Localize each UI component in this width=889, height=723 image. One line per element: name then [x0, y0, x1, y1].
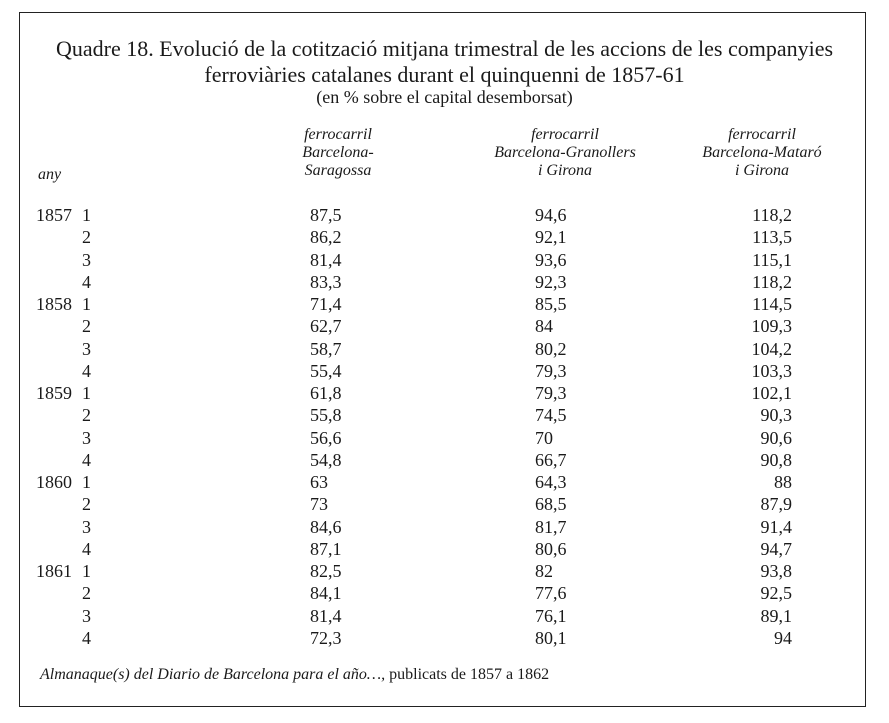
table-row [0, 404, 889, 426]
value-cell-granollers: 64,3 [535, 472, 567, 492]
quarter-cell: 1 [82, 294, 91, 314]
value-cell-mataro: 90,3 [760, 405, 792, 426]
value-cell-saragossa: 84,1 [310, 583, 342, 604]
value-cell-saragossa: 87,1 [310, 538, 342, 559]
table-row [0, 538, 889, 560]
value-cell-mataro: 87,9 [760, 494, 792, 515]
table-row [0, 560, 889, 582]
table-row [0, 204, 889, 226]
table-title [0, 36, 889, 88]
value-cell-granollers: 84 [535, 316, 553, 337]
value-cell-saragossa: 83,3 [310, 271, 342, 292]
quarter-cell: 1 [82, 205, 91, 225]
title-line-1: Quadre 18. Evolució de la cotització mitjana trimestral de les accions de les companyies [55, 36, 834, 61]
value-cell-granollers: 79,3 [535, 360, 567, 381]
value-cell-saragossa: 58,7 [310, 338, 342, 359]
value-cell-granollers: 82 [535, 561, 553, 581]
source-title: Almanaque(s) del Diario de Barcelona para el año…, [40, 666, 386, 683]
table-row [0, 382, 889, 404]
quarter-cell: 3 [82, 427, 91, 448]
table-row [0, 627, 889, 649]
value-cell-granollers: 92,1 [535, 227, 567, 248]
value-cell-mataro: 118,2 [752, 205, 792, 225]
value-cell-granollers: 94,6 [535, 205, 567, 225]
table-row [0, 271, 889, 293]
value-cell-saragossa: 55,8 [310, 405, 342, 426]
value-cell-saragossa: 81,4 [310, 249, 342, 270]
value-cell-granollers: 93,6 [535, 249, 567, 270]
value-cell-mataro: 104,2 [751, 338, 792, 359]
value-cell-mataro: 92,5 [760, 583, 792, 604]
year-cell: 1861 [36, 561, 72, 581]
quarter-cell: 4 [82, 360, 91, 381]
year-cell: 1858 [36, 294, 72, 314]
table-row [0, 360, 889, 382]
table-row [0, 471, 889, 493]
quarter-cell: 4 [82, 449, 91, 470]
value-cell-mataro: 113,5 [752, 227, 792, 248]
value-cell-saragossa: 71,4 [310, 294, 342, 314]
value-cell-granollers: 80,6 [535, 538, 567, 559]
table-row [0, 315, 889, 337]
table-subtitle: (en % sobre el capital desemborsat) [316, 87, 573, 107]
value-cell-mataro: 118,2 [752, 271, 792, 292]
value-cell-saragossa: 82,5 [310, 561, 342, 581]
quarter-cell: 4 [82, 538, 91, 559]
value-cell-granollers: 74,5 [535, 405, 567, 426]
value-cell-saragossa: 56,6 [310, 427, 342, 448]
value-cell-granollers: 76,1 [535, 605, 567, 626]
quarter-cell: 2 [82, 494, 91, 515]
value-cell-mataro: 103,3 [751, 360, 792, 381]
value-cell-mataro: 115,1 [752, 249, 792, 270]
value-cell-mataro: 109,3 [751, 316, 792, 337]
table-row [0, 427, 889, 449]
title-line-2: ferroviàries catalanes durant el quinquenni de 1857-61 [204, 62, 685, 87]
column-header-barcelona-granollers-girona: ferrocarril Barcelona-Granollers i Girona [494, 126, 636, 179]
value-cell-granollers: 77,6 [535, 583, 567, 604]
quarter-cell: 1 [82, 383, 91, 403]
value-cell-mataro: 90,8 [760, 449, 792, 470]
value-cell-saragossa: 86,2 [310, 227, 342, 248]
quarter-cell: 2 [82, 405, 91, 426]
column-header-year: any [38, 166, 62, 183]
value-cell-saragossa: 61,8 [310, 383, 342, 403]
source-detail: publicats de 1857 a 1862 [385, 666, 550, 683]
value-cell-saragossa: 62,7 [310, 316, 342, 337]
value-cell-granollers: 79,3 [535, 383, 567, 403]
table-row [0, 582, 889, 604]
table-row [0, 293, 889, 315]
value-cell-mataro: 91,4 [760, 516, 792, 537]
value-cell-saragossa: 55,4 [310, 360, 342, 381]
year-cell: 1859 [36, 383, 72, 403]
value-cell-granollers: 85,5 [535, 294, 567, 314]
table-row [0, 516, 889, 538]
value-cell-granollers: 81,7 [535, 516, 567, 537]
quarter-cell: 3 [82, 338, 91, 359]
quarter-cell: 1 [82, 472, 91, 492]
column-header-barcelona-saragossa: ferrocarril Barcelona- Saragossa [302, 126, 374, 179]
quarter-cell: 3 [82, 516, 91, 537]
quarter-cell: 2 [82, 227, 91, 248]
value-cell-saragossa: 81,4 [310, 605, 342, 626]
value-cell-mataro: 94 [774, 627, 792, 648]
value-cell-mataro: 93,8 [760, 561, 792, 581]
table-row [0, 226, 889, 248]
table-row [0, 249, 889, 271]
quarter-cell: 2 [82, 583, 91, 604]
year-cell: 1857 [36, 205, 72, 225]
value-cell-mataro: 88 [774, 472, 792, 492]
value-cell-mataro: 114,5 [752, 294, 792, 314]
table-row [0, 449, 889, 471]
value-cell-saragossa: 87,5 [310, 205, 342, 225]
value-cell-granollers: 68,5 [535, 494, 567, 515]
value-cell-granollers: 92,3 [535, 271, 567, 292]
quarter-cell: 2 [82, 316, 91, 337]
value-cell-saragossa: 73 [310, 494, 328, 515]
column-header-barcelona-mataro-girona: ferrocarril Barcelona-Mataró i Girona [702, 126, 822, 179]
value-cell-mataro: 89,1 [760, 605, 792, 626]
value-cell-mataro: 102,1 [751, 383, 792, 403]
quarter-cell: 1 [82, 561, 91, 581]
value-cell-granollers: 66,7 [535, 449, 567, 470]
value-cell-saragossa: 72,3 [310, 627, 342, 648]
source-note [40, 666, 549, 684]
value-cell-saragossa: 84,6 [310, 516, 342, 537]
quarter-cell: 4 [82, 627, 91, 648]
quarter-cell: 3 [82, 605, 91, 626]
value-cell-mataro: 90,6 [760, 427, 792, 448]
table-row [0, 493, 889, 515]
value-cell-granollers: 70 [535, 427, 553, 448]
quarter-cell: 4 [82, 271, 91, 292]
value-cell-saragossa: 54,8 [310, 449, 342, 470]
value-cell-saragossa: 63 [310, 472, 328, 492]
value-cell-granollers: 80,1 [535, 627, 567, 648]
value-cell-mataro: 94,7 [760, 538, 792, 559]
table-row [0, 605, 889, 627]
quarter-cell: 3 [82, 249, 91, 270]
table-row [0, 338, 889, 360]
value-cell-granollers: 80,2 [535, 338, 567, 359]
year-cell: 1860 [36, 472, 72, 492]
